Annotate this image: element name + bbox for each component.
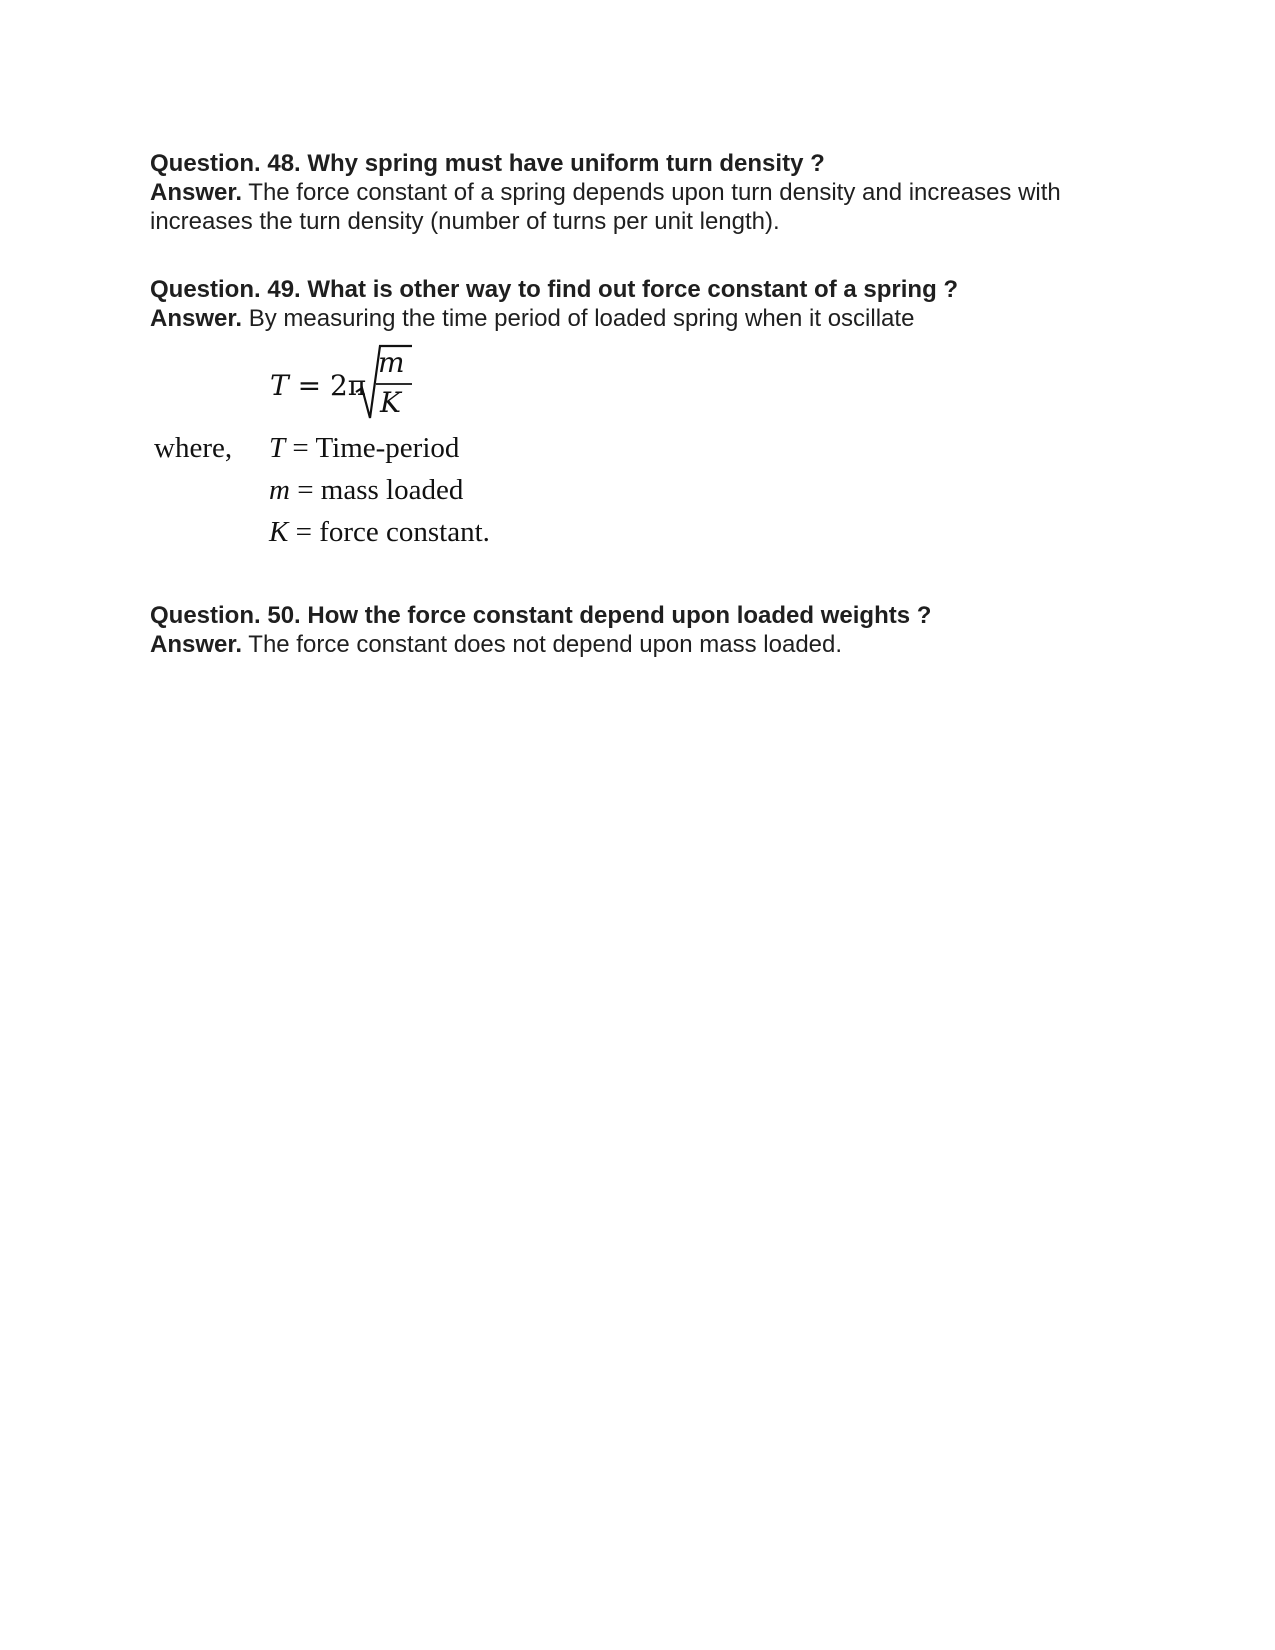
formula-numerator: m [378,346,405,379]
answer-text: The force constant of a spring depends upon turn density and increases with increases the turn density (number of turns per unit length). [150,179,1061,235]
answer-50 [150,630,1110,659]
formula-lhs [270,369,366,402]
answer-text: The force constant does not depend upon mass loaded. [242,631,843,658]
definition-text: = Time-period [285,432,460,464]
definition-body [269,516,490,549]
answer-48 [150,178,1110,236]
definition-text: = mass loaded [289,474,464,506]
question-50: Question. 50. How the force constant depend upon loaded weights ? [150,602,932,629]
qa-block-50 [150,601,1110,659]
definition-symbol: T [269,432,286,464]
definition-body [269,474,463,507]
formula-coefficient: = 2π [288,369,367,402]
definition-symbol: m [269,474,290,506]
definition-symbol: K [269,516,289,548]
answer-label: Answer. [150,179,243,206]
definition-body [269,432,459,465]
qa-block-49 [150,275,1110,333]
definition-text: = force constant. [288,516,490,548]
question-49: Question. 49. What is other way to find out force constant of a spring ? [150,276,959,303]
answer-49 [150,304,1110,333]
where-label: where, [154,432,233,464]
formula-denominator: K [380,386,401,419]
question-48: Question. 48. Why spring must have uniform turn density ? [150,150,825,177]
formula-symbol-t: T [270,369,289,402]
answer-label: Answer. [150,305,243,332]
answer-label: Answer. [150,631,243,658]
qa-block-48 [150,149,1110,236]
answer-text: By measuring the time period of loaded spring when it oscillate [242,305,915,332]
